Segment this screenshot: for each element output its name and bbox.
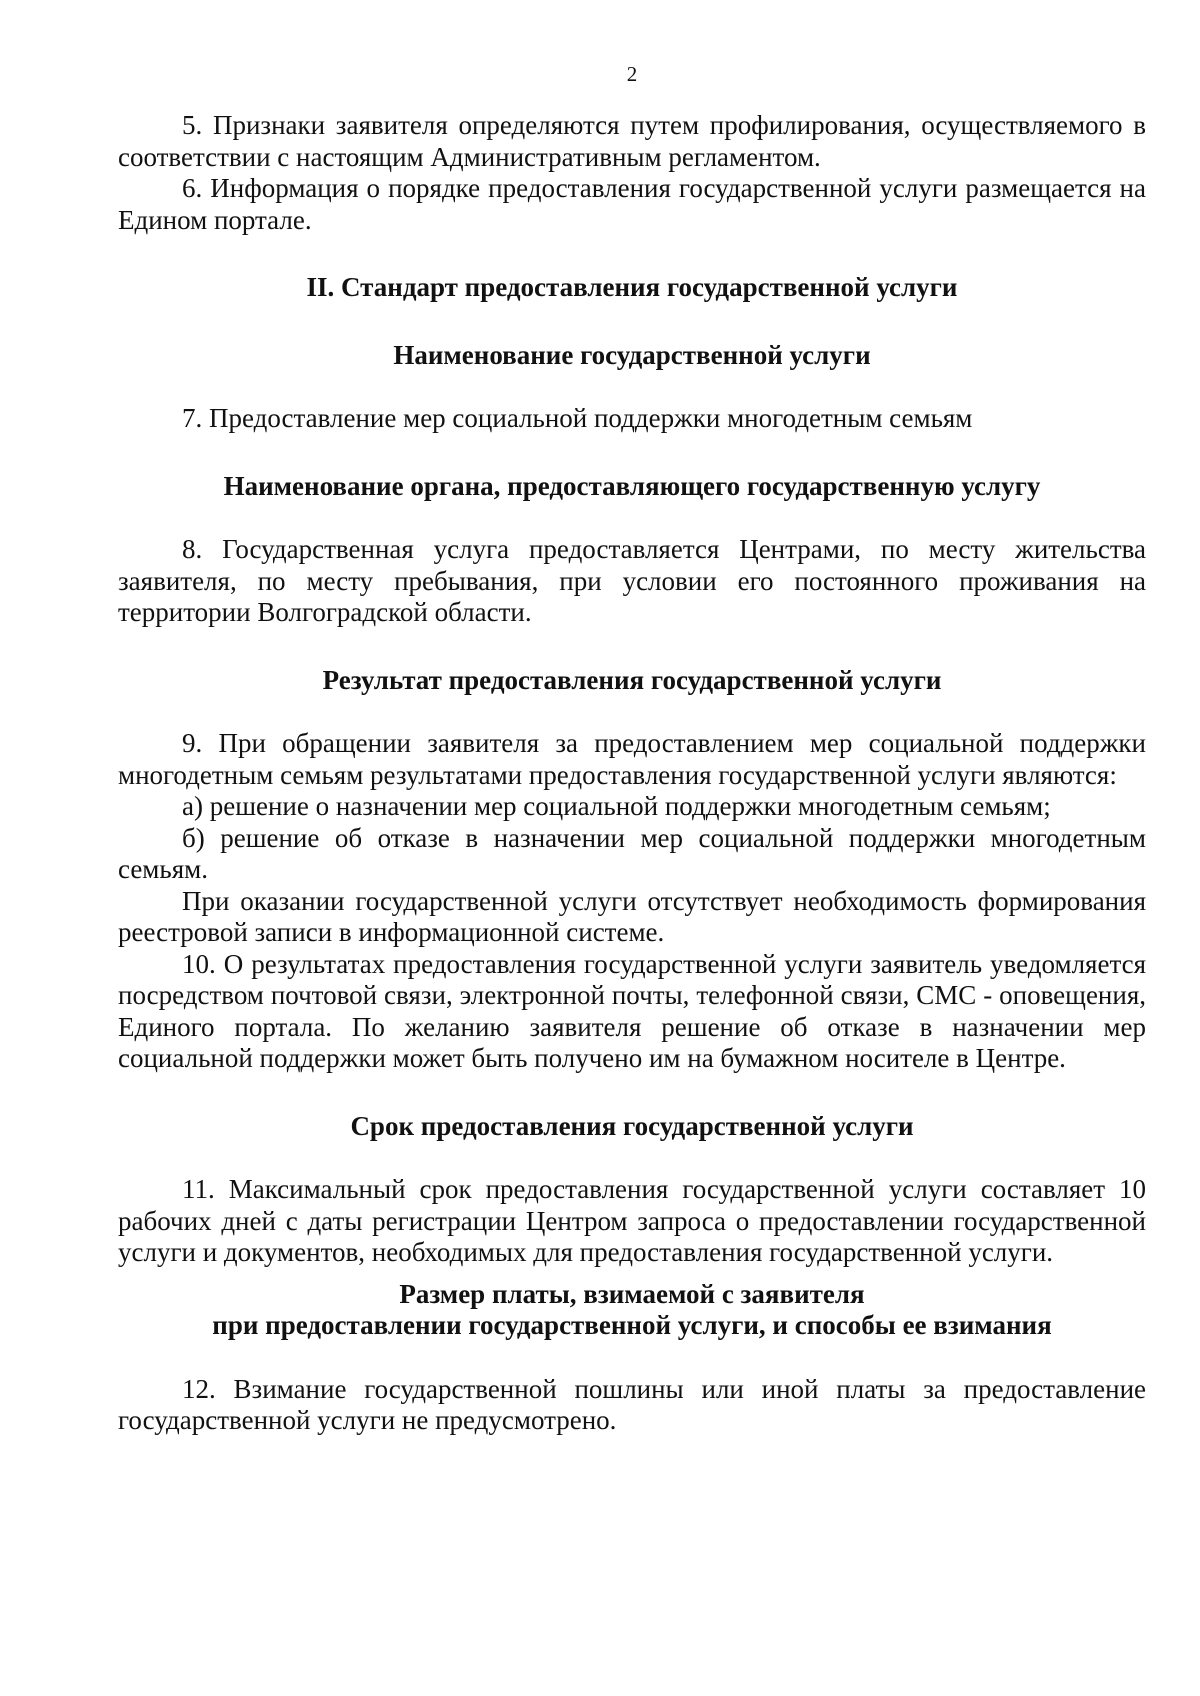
subheading-authority: Наименование органа, предоставляющего государственную услугу [223,470,1041,501]
subheading-result: Результат предоставления государственной услуги [322,664,942,695]
paragraph-9b: б) решение об отказе в назначении мер социальной поддержки многодетным семьям. [118,822,1146,884]
paragraph-10: 10. О результатах предоставления государственной услуги заявитель уведомляется посредством почтовой связи, электронной почты, телефонной связи, СМС - оповещения, Единого портала. По желанию заявителя решение об отказе в назначении мер социальной поддержки может быть получено им на бумажном носителе в Центре. [118,948,1146,1073]
paragraph-9c: При оказании государственной услуги отсутствует необходимость формирования реестровой записи в информационной системе. [118,885,1146,947]
document-page [118,0,1146,1696]
paragraph-6: 6. Информация о порядке предоставления государственной услуги размещается на Едином портале. [118,173,1146,235]
paragraph-9: 9. При обращении заявителя за предоставлением мер социальной поддержки многодетным семьям результатами предоставления государственной услуги являются: [118,728,1146,790]
paragraph-11: 11. Максимальный срок предоставления государственной услуги составляет 10 рабочих дней с даты регистрации Центром запроса о предоставлении государственной услуги и документов, необходимых для предоставления государственной услуги. [118,1174,1146,1267]
paragraph-7: 7. Предоставление мер социальной поддержки многодетным семьям [182,403,973,433]
subheading-service-name: Наименование государственной услуги [393,339,871,370]
subheading-fee-line-2: при предоставлении государственной услуги, и способы ее взимания [212,1310,1052,1340]
paragraph-8: 8. Государственная услуга предоставляется Центрами, по месту жительства заявителя, по месту пребывания, при условии его постоянного проживания на территории Волгоградской области. [118,534,1146,627]
section-heading-standard: II. Стандарт предоставления государственной услуги [306,272,958,302]
page-number: 2 [626,62,638,86]
document-body [118,110,1146,1437]
paragraph-12: 12. Взимание государственной пошлины или иной платы за предоставление государственной услуги не предусмотрено. [118,1373,1146,1435]
paragraph-9a: а) решение о назначении мер социальной поддержки многодетным семьям; [182,791,1051,821]
subheading-term: Срок предоставления государственной услуги [350,1110,914,1141]
paragraph-5: 5. Признаки заявителя определяются путем профилирования, осуществляемого в соответствии с настоящим Административным регламентом. [118,110,1146,172]
subheading-fee-line-1: Размер платы, взимаемой с заявителя [399,1278,865,1309]
